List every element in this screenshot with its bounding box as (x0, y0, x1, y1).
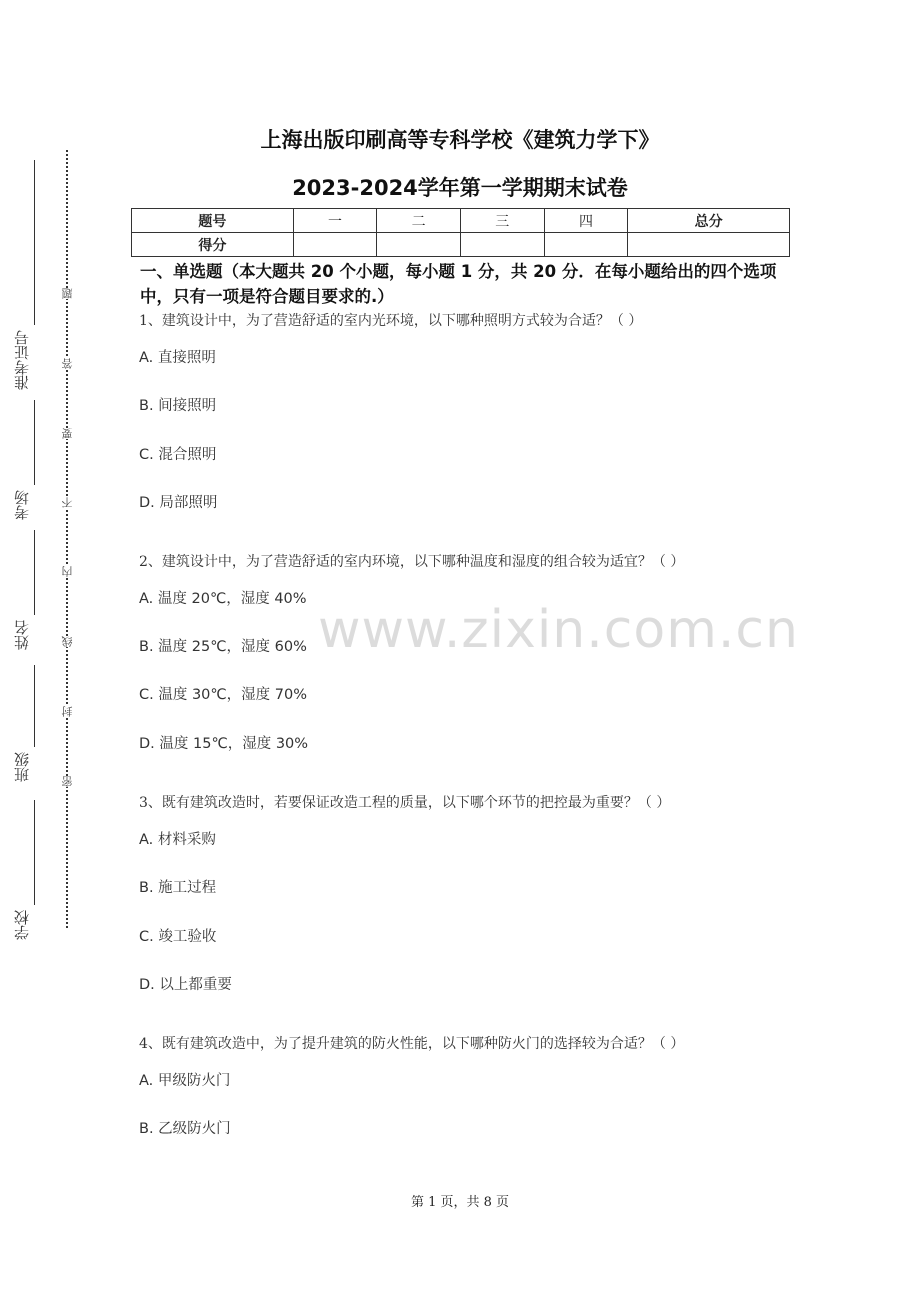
option-b: B. 温度 25℃，湿度 60% (139, 639, 307, 655)
score-table-score-row (132, 233, 790, 257)
score-header-cell: 一 (293, 209, 377, 233)
margin-label-exam-number: 准考证号 (13, 330, 31, 390)
seal-char: 线 (61, 636, 74, 647)
option-a: A. 温度 20℃，湿度 40% (139, 591, 307, 607)
score-cell (293, 233, 377, 257)
score-header-cell: 二 (377, 209, 461, 233)
option-d: D. 局部照明 (139, 495, 218, 511)
question-stem: 2、建筑设计中，为了营造舒适的室内环境，以下哪种温度和湿度的组合较为适宜？（ ） (139, 554, 685, 570)
seal-char: 密 (61, 776, 74, 787)
seal-dotted-line (66, 150, 68, 928)
score-cell (460, 233, 544, 257)
section-heading: 一、单选题（本大题共 20 个小题，每小题 1 分，共 20 分．在每小题给出的四个选项中，只有一项是符合题目要求的.） (140, 262, 777, 306)
exam-title: 上海出版印刷高等专科学校《建筑力学下》 (260, 128, 660, 152)
seal-char: 不 (61, 497, 74, 508)
exam-room-line (34, 400, 35, 485)
option-c: C. 混合照明 (139, 447, 217, 463)
score-table (131, 208, 790, 257)
score-header-cell: 题号 (132, 209, 294, 233)
exam-subtitle: 2023-2024学年第一学期期末试卷 (292, 176, 628, 200)
exam-number-line (34, 160, 35, 325)
school-line (34, 800, 35, 905)
class-line (34, 665, 35, 747)
name-line (34, 530, 35, 615)
question-stem: 3、既有建筑改造时，若要保证改造工程的质量，以下哪个环节的把控最为重要？（ ） (139, 795, 671, 811)
score-cell (377, 233, 461, 257)
score-row-label: 得分 (132, 233, 294, 257)
score-table-header-row (132, 209, 790, 233)
score-header-cell: 四 (544, 209, 628, 233)
option-b: B. 施工过程 (139, 880, 217, 896)
seal-char: 封 (61, 706, 74, 717)
score-header-cell: 三 (460, 209, 544, 233)
option-c: C. 竣工验收 (139, 929, 217, 945)
score-cell (544, 233, 628, 257)
option-c: C. 温度 30℃，湿度 70% (139, 687, 308, 703)
margin-label-school: 学校 (13, 910, 31, 940)
margin-label-name: 姓名 (13, 620, 31, 650)
option-d: D. 以上都重要 (139, 977, 232, 993)
score-header-cell: 总分 (628, 209, 790, 233)
watermark: www.zixin.com.cn (318, 600, 799, 660)
question-stem: 4、既有建筑改造中，为了提升建筑的防火性能，以下哪种防火门的选择较为合适？（ ） (139, 1036, 685, 1052)
option-b: B. 间接照明 (139, 398, 217, 414)
option-d: D. 温度 15℃，湿度 30% (139, 736, 309, 752)
margin-label-class: 班级 (13, 752, 31, 782)
question-stem: 1、建筑设计中，为了营造舒适的室内光环境，以下哪种照明方式较为合适？（ ） (139, 313, 643, 329)
option-a: A. 甲级防火门 (139, 1073, 231, 1089)
seal-char: 要 (61, 428, 74, 439)
seal-char: 内 (61, 566, 74, 577)
option-b: B. 乙级防火门 (139, 1121, 231, 1137)
page-number-footer: 第 1 页，共 8 页 (410, 1195, 510, 1210)
option-a: A. 材料采购 (139, 832, 216, 848)
option-a: A. 直接照明 (139, 350, 216, 366)
seal-char: 题 (61, 288, 74, 299)
seal-char: 答 (61, 358, 74, 369)
score-cell (628, 233, 790, 257)
margin-label-exam-room: 考场 (13, 490, 31, 520)
